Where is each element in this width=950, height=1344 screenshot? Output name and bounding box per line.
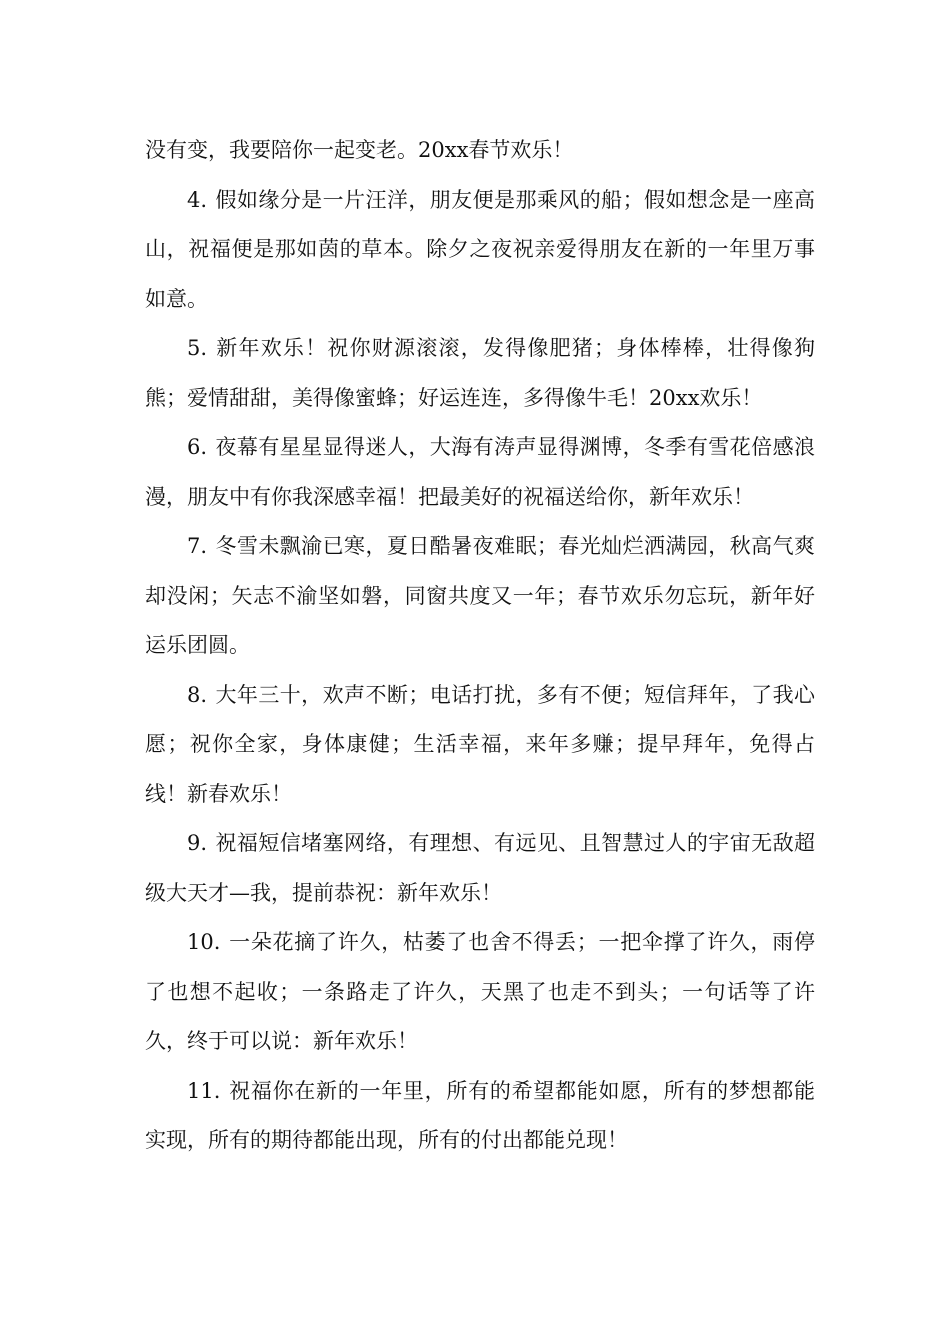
item-text: 假如缘分是一片汪洋，朋友便是那乘风的船；假如想念是一座高山，祝福便是那如茵的草本。除夕之夜祝亲爱得朋友在新的一年里万事如意。 [145,187,815,311]
greeting-item-10 [145,918,815,1067]
greeting-item-9 [145,819,815,918]
item-number: 11. [187,1078,221,1103]
greeting-item-6 [145,423,815,522]
item-text: 祝福你在新的一年里，所有的希望都能如愿，所有的梦想都能实现，所有的期待都能出现，所有的付出都能兑现！ [145,1078,815,1152]
item-number: 9. [187,831,208,855]
greeting-item-7 [145,522,815,671]
greeting-item-4 [145,176,815,325]
greeting-item-5 [145,324,815,423]
item-number: 4. [187,187,208,212]
item-text: 新年欢乐！祝你财源滚滚，发得像肥猪；身体棒棒，壮得像狗熊；爱情甜甜，美得像蜜蜂；好运连连，多得像牛毛！20xx欢乐！ [145,336,815,410]
greeting-item-11 [145,1067,815,1166]
document-body [145,126,815,1166]
item-text: 夜幕有星星显得迷人，大海有涛声显得渊博，冬季有雪花倍感浪漫，朋友中有你我深感幸福！把最美好的祝福送给你，新年欢乐！ [145,435,815,509]
item-number: 8. [187,682,208,707]
item-number: 7. [187,534,208,558]
greeting-item-8 [145,671,815,820]
continuation-paragraph: 没有变，我要陪你一起变老。20xx春节欢乐！ [145,138,574,162]
item-number: 6. [187,435,208,459]
item-text: 冬雪未飘渝已寒，夏日酷暑夜难眠；春光灿烂洒满园，秋高气爽却没闲；矢志不渝坚如磐，同窗共度又一年；春节欢乐勿忘玩，新年好运乐团圆。 [145,534,815,657]
item-text: 大年三十，欢声不断；电话打扰，多有不便；短信拜年，了我心愿；祝你全家，身体康健；生活幸福，来年多赚；提早拜年，免得占线！新春欢乐！ [145,682,815,806]
item-number: 10. [187,930,221,954]
item-text: 祝福短信堵塞网络，有理想、有远见、且智慧过人的宇宙无敌超级大天才—我，提前恭祝：新年欢乐！ [145,831,815,905]
item-number: 5. [187,336,208,360]
item-text: 一朵花摘了许久，枯萎了也舍不得丢；一把伞撑了许久，雨停了也想不起收；一条路走了许久，天黑了也走不到头；一句话等了许久，终于可以说：新年欢乐！ [145,930,815,1053]
